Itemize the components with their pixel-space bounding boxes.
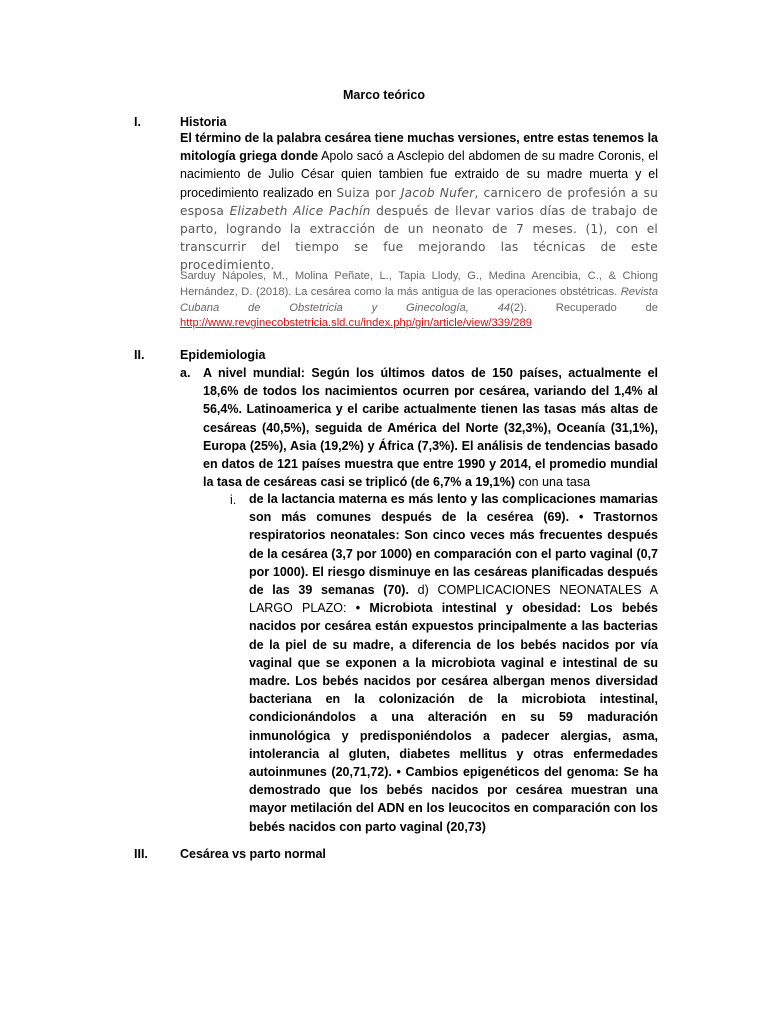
- historia-bold-text: El término de la palabra cesárea tiene muchas versiones, entre estas tenemos la mitología griega donde: [180, 131, 658, 164]
- epidemiologia-i-text-2: d) COMPLICACIONES NEONATALES A LARGO PLAZO:: [249, 583, 658, 616]
- epidemiologia-a-tail: con una tasa: [515, 475, 591, 490]
- historia-gray-2: , carnicero de profesión a su esposa: [180, 185, 658, 218]
- historia-plain-text: Apolo sacó a Asclepio del abdomen de su madre Coronis, el nacimiento de Julio César quien tambien fue extraido de su madre muerta y el procedimiento realizado en: [180, 149, 658, 200]
- epidemiologia-i-text-1: de la lactancia materna es más lento y las complicaciones mamarias son más comunes después de la cesérea (69). • Trastornos respiratorios neonatales: Son cinco veces más frecuentes después de la cesárea (3,7 por 1000) en comparación con el parto vaginal (0,7 por 1000). El riesgo disminuye en las cesáreas planificadas después de las 39 semanas (70).: [249, 492, 658, 598]
- historia-paragraph: [180, 129, 658, 275]
- section-2-heading: Epidemiologia: [180, 348, 266, 362]
- epidemiologia-a-label: A nivel mundial:: [203, 366, 305, 380]
- epidemiologia-a-text: Según los últimos datos de 150 países, actualmente el 18,6% de todos los nacimientos ocurren por cesárea, variando del 1,4% al 56,4%. Latinoamerica y el caribe actualmente tienen las tasas más altas de cesáreas (40,5%), seguida de América del Norte (32,3%), Oceanía (31,1%), Europa (25%), Asia (19,2%) y África (7,3%). El análisis de tendencias basado en datos de 121 países muestra que entre 1990 y 2014, el promedio mundial la tasa de cesáreas casi se triplicó (de 6,7% a 19,1%): [203, 366, 659, 490]
- section-3-number: III.: [134, 847, 148, 861]
- citation-authors: Sarduy Nápoles, M., Molina Peñate, L., Tapia Llody, G., Medina Arencibia, C., & Chiong Hernández, D. (2018). La cesárea como la más antigua de las operaciones obstétricas.: [180, 270, 658, 298]
- epidemiologia-i-paragraph: [249, 490, 658, 836]
- historia-gray-1: Suiza por: [336, 185, 401, 200]
- historia-gray-3: después de llevar varios días de trabajo de parto, logrando la extracción de un neonato de 7 meses. (1), con el transcurrir del tiempo se fue mejorando las técnicas de este procedimiento.: [180, 203, 658, 273]
- epidemiologia-i-text-3: • Microbiota intestinal y obesidad: Los bebés nacidos por cesárea están expuestos principalmente a las bacterias de la piel de su madre, a diferencia de los bebés nacidos por vía vaginal que se exponen a la microbiota vaginal e intestinal de su madre. Los bebés nacidos por cesárea albergan menos diversidad bacteriana en la colonización de la microbiota intestinal, condicionándolos a una alteración en su 59 maduración inmunológica y predisponiéndolos a padecer alergias, asma, intolerancia al gluten, diabetes mellitus y otras enfermedades autoinmunes (20,71,72). • Cambios epigenéticos del genoma: Se ha demostrado que los bebés nacidos por cesárea muestran una mayor metilación del ADN en los leucocitos en comparación con los bebés nacidos con parto vaginal (20,73): [249, 601, 658, 834]
- page-title: Marco teórico: [343, 88, 425, 102]
- historia-name-2: Elizabeth Alice Pachín: [229, 203, 371, 218]
- citation: [180, 269, 658, 332]
- section-1-heading: Historia: [180, 115, 227, 129]
- list-marker-i: i.: [230, 493, 237, 507]
- section-2-number: II.: [134, 348, 145, 362]
- section-1-number: I.: [134, 115, 141, 129]
- epidemiologia-a-paragraph: [203, 364, 658, 491]
- list-marker-a: a.: [180, 366, 191, 380]
- citation-journal: Revista Cubana de Obstetricia y Ginecología, 44: [180, 285, 658, 314]
- section-3-heading: Cesárea vs parto normal: [180, 847, 326, 861]
- citation-issue: (2). Recuperado de: [510, 301, 658, 314]
- citation-link[interactable]: http://www.revginecobstetricia.sld.cu/index.php/gin/article/view/339/289: [180, 317, 532, 330]
- historia-name-1: Jacob Nufer: [400, 185, 475, 200]
